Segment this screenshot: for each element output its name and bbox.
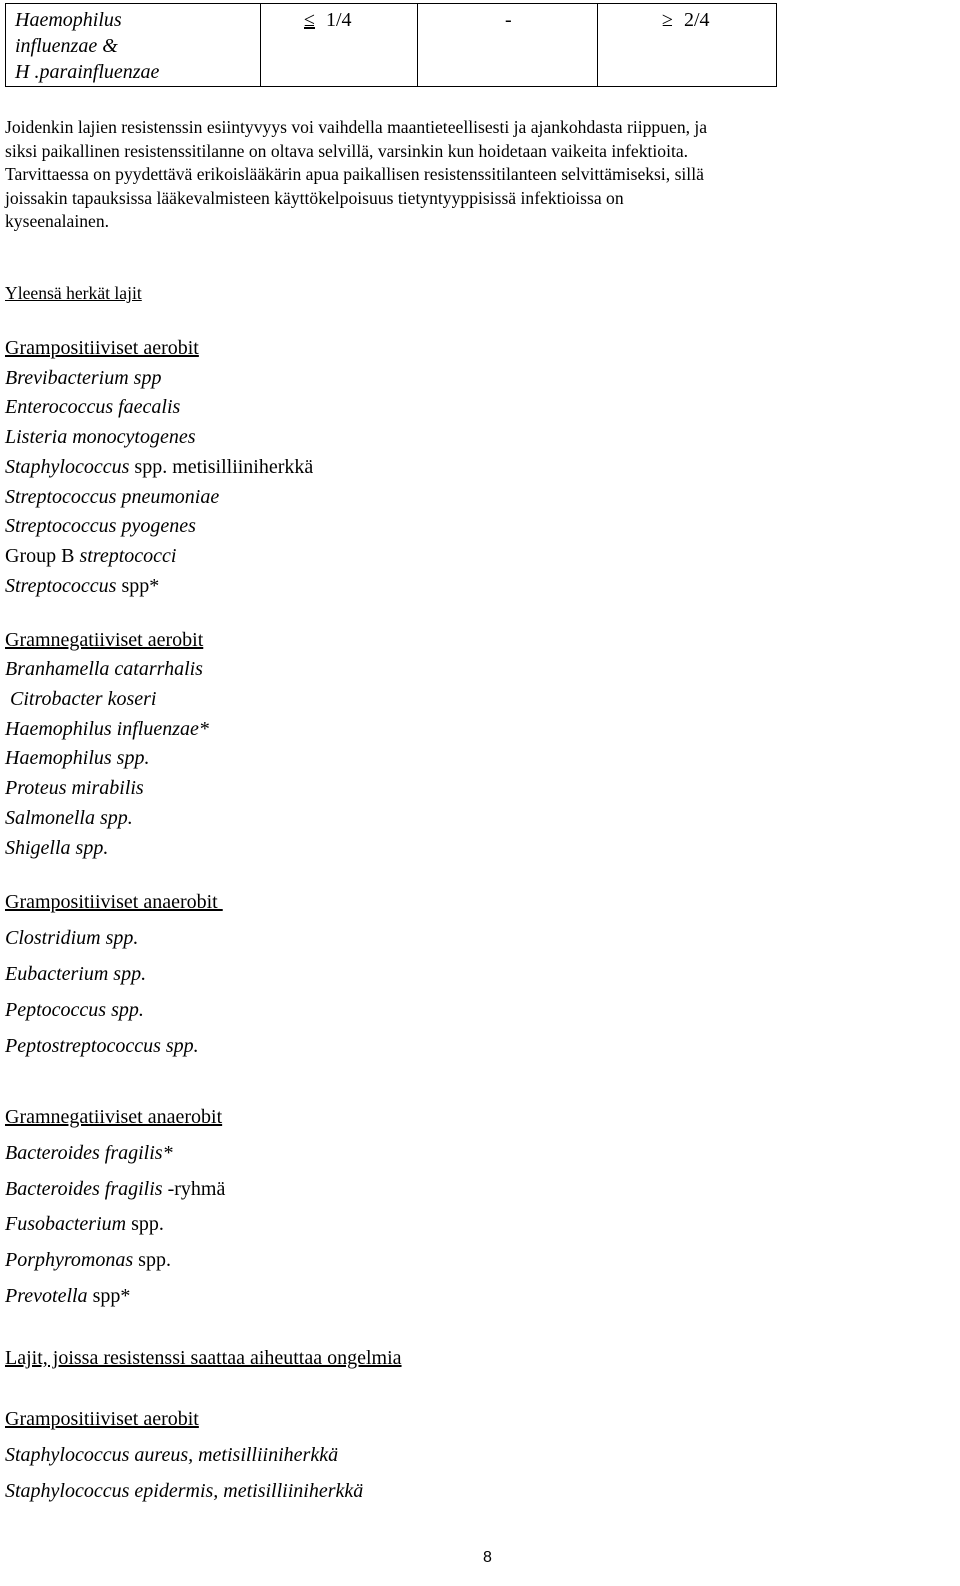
species-item <box>5 806 133 830</box>
species-prefix: Group B <box>5 545 80 567</box>
species-genus: Staphylococcus <box>5 456 130 478</box>
species-suffix: spp. <box>126 1213 164 1235</box>
gram-pos-aerobes-heading: Grampositiiviset aerobit <box>5 337 199 359</box>
species-item <box>5 1034 199 1058</box>
species-item <box>5 776 144 800</box>
species-genus: Porphyromonas <box>5 1249 134 1271</box>
species-name: Peptostreptococcus spp. <box>5 1035 199 1057</box>
species-item <box>5 1248 171 1272</box>
species-item <box>5 717 209 741</box>
table-divider <box>597 4 598 86</box>
less-equal-symbol: ≤ <box>304 9 315 31</box>
species-name: Brevibacterium spp <box>5 367 162 389</box>
species-name: Proteus mirabilis <box>5 777 144 799</box>
susceptible-value: 1/4 <box>325 9 352 31</box>
species-name: Haemophilus influenzae* <box>5 718 209 740</box>
species-name: Salmonella spp. <box>5 807 133 829</box>
species-name: Bacteroides fragilis <box>5 1178 163 1200</box>
paragraph-line: joissakin tapauksissa lääkevalmisteen käyttökelpoisuus tietyntyyppisissä infektioissa on <box>5 187 624 208</box>
species-item <box>5 574 159 598</box>
species-name: Eubacterium spp. <box>5 963 147 985</box>
species-item <box>10 687 156 711</box>
species-item <box>5 425 196 449</box>
gram-pos-anaerobes-heading: Grampositiiviset anaerobit <box>5 891 223 913</box>
species-genus: Streptococcus <box>5 575 117 597</box>
paragraph-line: kyseenalainen. <box>5 211 110 231</box>
species-item <box>5 514 196 538</box>
resistant-cell <box>662 7 710 33</box>
gram-neg-aerobes-heading: Gramnegatiiviset aerobit <box>5 629 204 651</box>
greater-equal-symbol: ≥ <box>662 9 673 31</box>
species-name: Branhamella catarrhalis <box>5 658 203 680</box>
susceptible-cell <box>304 7 352 33</box>
organism-line: Haemophilus <box>15 9 122 31</box>
organism-line: H .parainfluenzae <box>15 61 160 83</box>
species-name: Bacteroides fragilis* <box>5 1142 173 1164</box>
species-item <box>5 1443 338 1467</box>
species-item <box>5 1479 363 1503</box>
species-item <box>5 1177 225 1201</box>
species-item <box>5 544 176 568</box>
species-suffix: spp* <box>87 1285 131 1307</box>
species-item <box>5 926 138 950</box>
species-name: Staphylococcus aureus, metisilliiniherkkä <box>5 1444 339 1466</box>
species-genus: Prevotella <box>5 1285 88 1307</box>
species-suffix: spp* <box>116 575 160 597</box>
species-suffix: spp. metisilliiniherkkä <box>129 456 314 478</box>
species-suffix: -ryhmä <box>162 1178 226 1200</box>
susceptible-heading: Yleensä herkät lajit <box>5 283 142 303</box>
species-name: Streptococcus pyogenes <box>5 515 196 537</box>
species-name: Clostridium spp. <box>5 927 139 949</box>
organism-cell <box>15 7 159 85</box>
species-name: Staphylococcus epidermis, metisilliiniherkkä <box>5 1480 364 1502</box>
table-divider <box>260 4 261 86</box>
intermediate-cell: - <box>505 9 512 31</box>
species-name: streptococci <box>79 545 177 567</box>
species-name: Shigella spp. <box>5 837 109 859</box>
breakpoint-table <box>5 3 777 87</box>
resistance-paragraph <box>5 116 950 234</box>
species-name: Haemophilus spp. <box>5 747 150 769</box>
species-item <box>5 485 219 509</box>
species-item <box>5 836 108 860</box>
species-item <box>5 962 146 986</box>
paragraph-line: Tarvittaessa on pyydettävä erikoislääkärin apua paikallisen resistenssitilanteen selvittämiseksi, sillä <box>5 164 704 184</box>
resistant-value: 2/4 <box>683 9 710 31</box>
species-item <box>5 1212 164 1236</box>
problem-gram-pos-aerobes-heading: Grampositiiviset aerobit <box>5 1408 199 1430</box>
species-item <box>5 455 313 479</box>
resistance-problem-heading: Lajit, joissa resistenssi saattaa aiheuttaa ongelmia <box>5 1347 402 1369</box>
species-name: Listeria monocytogenes <box>5 426 196 448</box>
species-item <box>5 395 180 419</box>
species-genus: Fusobacterium <box>5 1213 127 1235</box>
table-divider <box>417 4 418 86</box>
species-item <box>5 657 203 681</box>
species-name: Streptococcus pneumoniae <box>5 486 220 508</box>
paragraph-line: Joidenkin lajien resistenssin esiintyvyys voi vaihdella maantieteellisesti ja ajankohdasta riippuen, ja <box>5 117 708 137</box>
species-item <box>5 1284 130 1308</box>
species-suffix: spp. <box>133 1249 171 1271</box>
species-item <box>5 746 149 770</box>
species-name: Enterococcus faecalis <box>5 396 181 418</box>
species-item <box>5 998 144 1022</box>
organism-line: influenzae & <box>15 35 118 57</box>
gram-neg-anaerobes-heading: Gramnegatiiviset anaerobit <box>5 1106 223 1128</box>
species-name: Citrobacter koseri <box>10 688 157 710</box>
species-name: Peptococcus spp. <box>5 999 144 1021</box>
page-number: 8 <box>483 1549 492 1566</box>
paragraph-line: siksi paikallinen resistenssitilanne on oltava selvillä, varsinkin kun hoidetaan vaikeita infektioita. <box>5 140 689 161</box>
species-item <box>5 1141 173 1165</box>
species-item <box>5 366 161 390</box>
